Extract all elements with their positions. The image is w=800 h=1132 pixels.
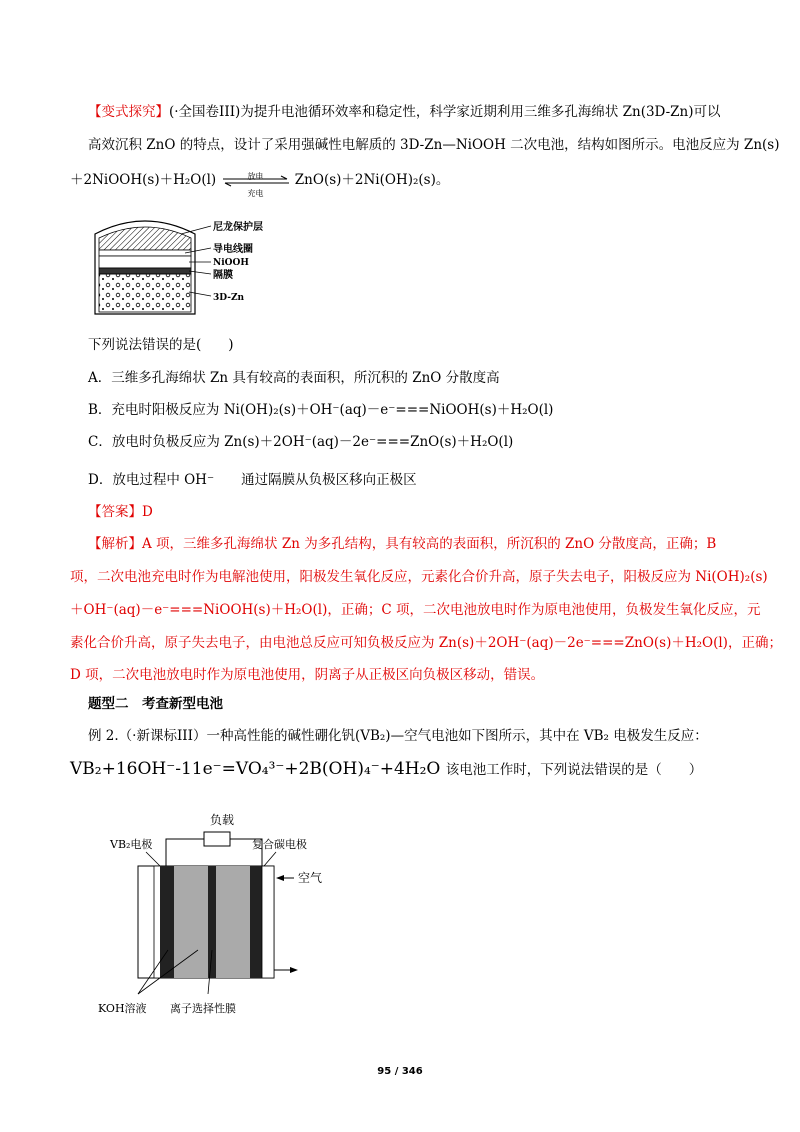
koh-label: KOH溶液: [98, 1002, 147, 1015]
membrane-shape: [208, 866, 216, 978]
nylon-layer-shape: [99, 227, 191, 250]
page-number: 95 / 346: [377, 1066, 423, 1077]
question-stem: 下列说法错误的是( ): [88, 337, 234, 353]
label-coil: 导电线圈: [213, 244, 253, 255]
analysis-line-4: 素化合价升高，原子失去电子，由电池总反应可知负极反应为 Zn(s)＋2OH⁻(aq)－2e⁻===ZnO(s)＋H₂O(l)，正确；: [70, 635, 782, 651]
air-out-arrow-icon: [290, 967, 298, 973]
answer: 【答案】D: [88, 504, 153, 520]
option-a: A．三维多孔海绵状 Zn 具有较高的表面积，所沉积的 ZnO 分散度高: [88, 370, 500, 386]
label-separator: 隔膜: [213, 270, 233, 281]
option-b: B．充电时阳极反应为 Ni(OH)₂(s)＋OH⁻(aq)－e⁻===NiOOH(s)＋H₂O(l): [88, 402, 554, 418]
option-c: C．放电时负极反应为 Zn(s)＋2OH⁻(aq)－2e⁻===ZnO(s)＋H₂O(l): [88, 434, 514, 450]
air-label: 空气: [298, 871, 323, 885]
koh-right-shape: [216, 866, 250, 978]
zn-layer-shape: [99, 274, 191, 312]
separator-shape: [99, 268, 191, 274]
label-niooh: NiOOH: [213, 258, 249, 268]
niooh-layer-shape: [99, 256, 191, 268]
variant-line-1: 【变式探究】(·全国卷III)为提升电池循环效率和稳定性，科学家近期利用三维多孔海绵状 Zn(3D-Zn)可以: [88, 104, 721, 120]
analysis-line-5: D 项，二次电池放电时作为原电池使用，阴离子从正极区向负极区移动，错误。: [70, 667, 545, 683]
analysis-line-1: 【解析】A 项，三维多孔海绵状 Zn 为多孔结构，具有较高的表面积，所沉积的 ZnO 分散度高，正确；B: [88, 536, 717, 552]
example-line: 例 2.（·新课标III）一种高性能的碱性硼化钒(VB₂)—空气电池如下图所示，其中在 VB₂ 电极发生反应：: [88, 728, 708, 744]
label-3d-zn: 3D-Zn: [213, 293, 245, 303]
reversible-arrow: 放电 充电: [221, 171, 291, 191]
vb2-air-battery-figure: [98, 800, 378, 1020]
load-resistor-shape: [204, 832, 230, 846]
analysis-line-3: ＋OH⁻(aq)－e⁻===NiOOH(s)＋H₂O(l)，正确；C 项，二次电池放电时作为原电池使用，负极发生氧化反应，元: [70, 602, 761, 618]
variant-tag: 【变式探究】: [88, 104, 169, 120]
variant-line-2: 高效沉积 ZnO 的特点，设计了采用强碱性电解质的 3D-Zn—NiOOH 二次电池，结构如图所示。电池反应为 Zn(s): [88, 137, 780, 153]
carbon-electrode-shape: [250, 866, 262, 978]
koh-left-shape: [174, 866, 208, 978]
reaction-equation: VB₂+16OH⁻-11e⁻=VO₄³⁻+2B(OH)₄⁻+4H₂O 该电池工作时，下列说法错误的是（ ）: [70, 759, 703, 779]
coil-layer-shape: [99, 250, 191, 256]
carbon-electrode-label: 复合碳电极: [252, 838, 307, 851]
load-label: 负载: [210, 813, 235, 827]
option-d: D．放电过程中 OH⁻ 通过隔膜从负极区移向正极区: [88, 472, 417, 488]
vb2-electrode-label: VB₂电极: [110, 838, 153, 851]
variant-line-3: ＋2NiOOH(s)＋H₂O(l) 放电 充电 ZnO(s)＋2Ni(OH)₂(s)。: [70, 171, 450, 198]
membrane-label: 离子选择性膜: [170, 1002, 236, 1015]
vb2-electrode-shape: [160, 866, 174, 978]
section-title: 题型二 考查新型电池: [88, 696, 223, 712]
battery-structure-figure: [85, 212, 305, 330]
analysis-line-2: 项，二次电池充电时作为电解池使用，阳极发生氧化反应，元素化合价升高，原子失去电子，阳极反应为 Ni(OH)₂(s): [70, 569, 768, 585]
label-nylon: 尼龙保护层: [213, 222, 263, 233]
